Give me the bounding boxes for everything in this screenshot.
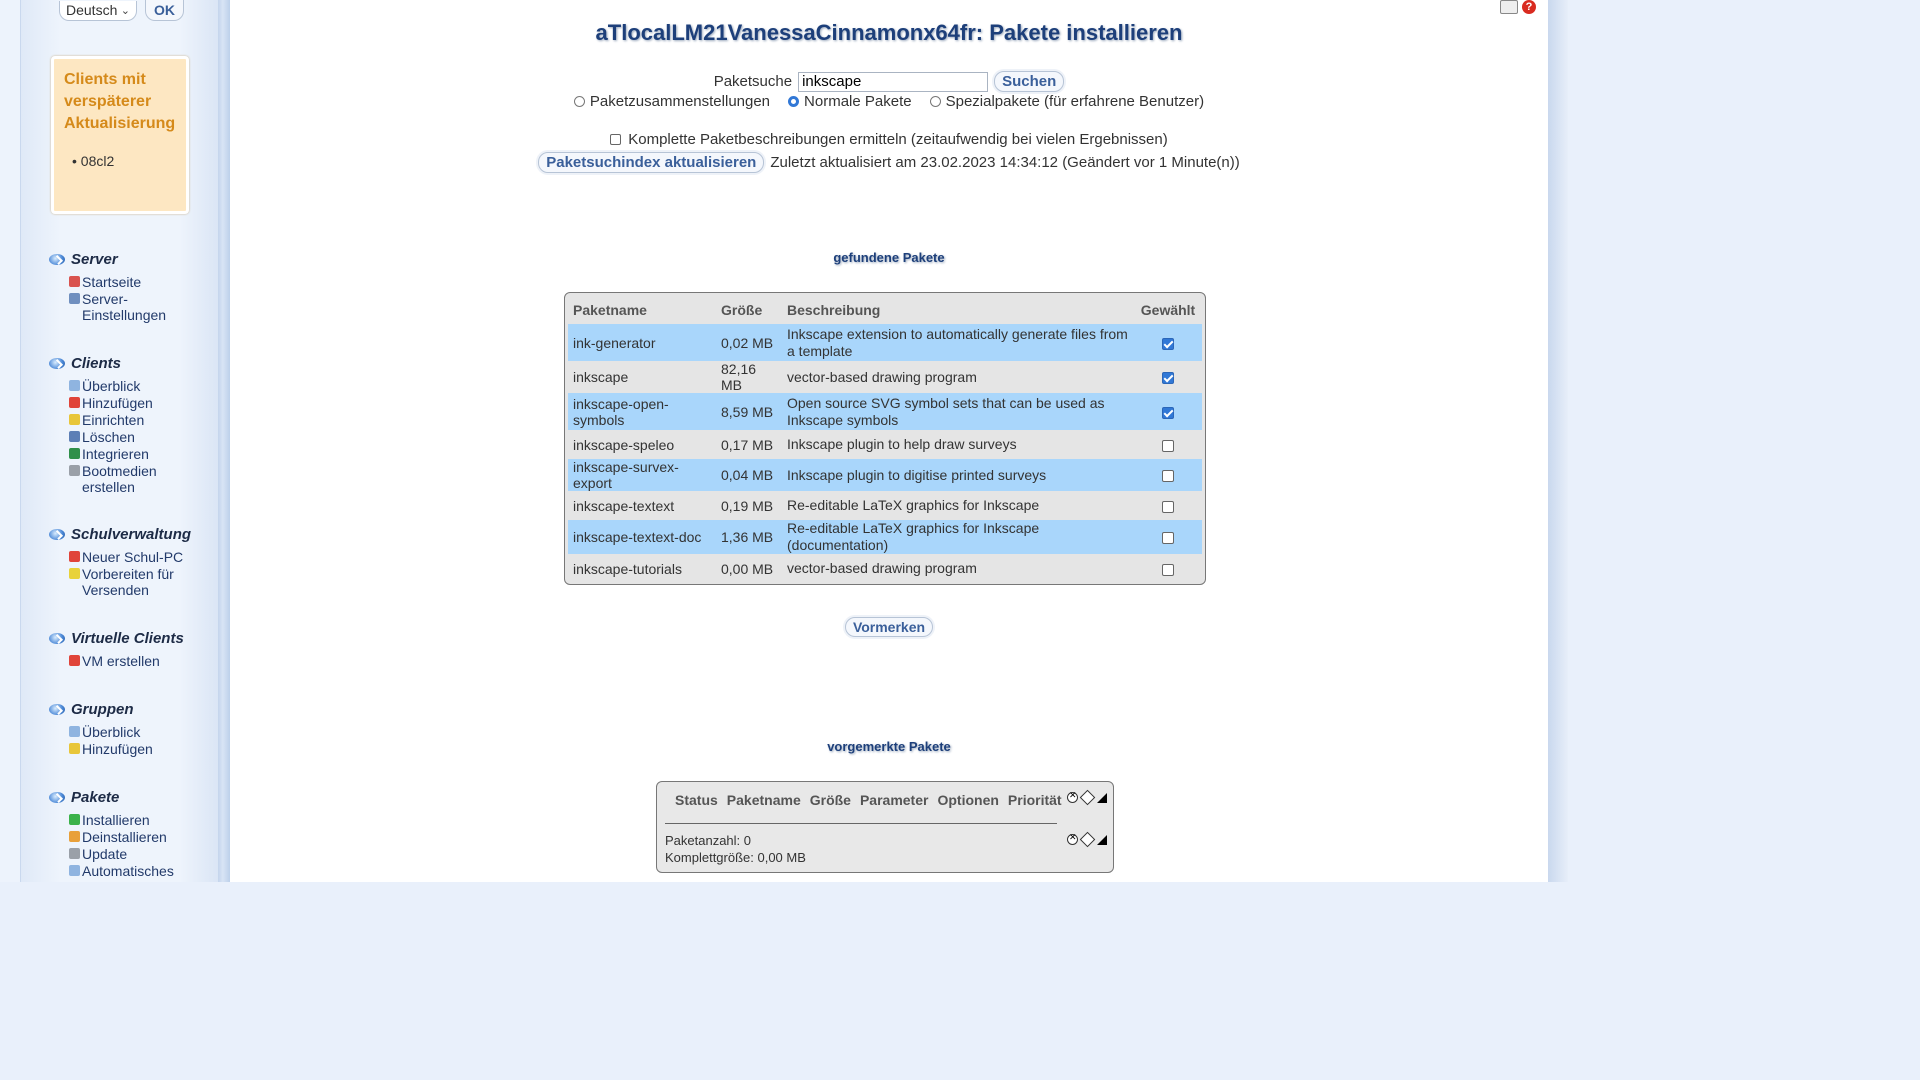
nav-section-heading[interactable] [49,526,192,543]
right-gutter [1548,0,1568,882]
nav-section-label: Virtuelle Clients [71,630,184,647]
package-selected-cell [1134,430,1202,459]
mark-button-wrap [230,617,1548,637]
sidebar-item-bootmedien-erstellen[interactable] [69,463,192,495]
nav-section-gruppen [49,701,192,758]
radio-normal-packages[interactable] [788,96,799,107]
package-size-cell: 0,19 MB [716,491,782,520]
queued-divider [665,823,1057,824]
section-bullet-icon [49,633,65,644]
package-select-checkbox[interactable] [1162,501,1174,513]
language-select-value: Deutsch [66,2,118,18]
magnifier-icon [69,380,80,391]
sidebar-item-label: Bootmedien erstellen [82,463,157,495]
sidebar-item-label: Überblick [82,724,141,740]
nav-items [69,274,192,323]
queued-column-status: Status [675,792,718,808]
package-size-cell: 0,02 MB [716,324,782,361]
nav-section-heading[interactable] [49,251,192,268]
column-header-size: Größe [721,301,763,318]
remove-all-icon[interactable] [1067,834,1078,845]
sidebar-item-einrichten[interactable] [69,412,192,428]
queued-columns [675,792,1062,808]
sidebar-item-label: Integrieren [82,446,149,462]
server-settings-icon [69,293,80,304]
table-row [568,491,1202,520]
nav-items [69,378,192,495]
found-packages-title: gefundene Pakete [833,250,945,265]
package-name-cell: inkscape-survex-export [568,459,716,491]
new-pc-icon [69,551,80,562]
corner-triangle-icon[interactable] [1097,835,1107,845]
add-icon [69,397,80,408]
sidebar-item-label: Update [82,846,128,862]
sidebar-item-label: Startseite [82,274,142,290]
package-description-cell: Inkscape plugin to digitise printed surveys [782,459,1134,491]
package-select-checkbox[interactable] [1162,338,1174,350]
package-size-cell: 0,04 MB [716,459,782,491]
section-bullet-icon [49,254,65,265]
package-description-cell: Inkscape extension to automatically generate files from a template [782,324,1134,361]
queued-column-parameter: Parameter [859,792,929,808]
radio-special-packages-label: Spezialpakete (für erfahrene Benutzer) [945,93,1205,110]
package-select-checkbox[interactable] [1162,407,1174,419]
nav-section-label: Server [71,251,118,268]
radio-normal-packages-label: Normale Pakete [804,93,912,110]
nav-section-virtuelle-clients [49,630,192,670]
sidebar-item-label: Vorbereiten für Versenden [82,566,174,598]
package-selected-cell [1134,554,1202,583]
remove-all-icon[interactable] [1067,792,1078,803]
package-select-checkbox[interactable] [1162,532,1174,544]
setup-icon [69,414,80,425]
package-size-cell: 8,59 MB [716,393,782,430]
column-header-selected: Gewählt [1140,301,1196,318]
package-selected-cell [1134,393,1202,430]
tool-icons [1500,0,1536,14]
package-name-cell: inkscape-textext [568,491,716,520]
install-icon [69,814,80,825]
search-row [230,71,1548,92]
nav-items [69,653,192,669]
package-selected-cell [1134,491,1202,520]
update-index-button[interactable]: Paketsuchindex aktualisieren [538,152,764,173]
queued-controls-top [1067,792,1107,803]
package-description-cell: Re-editable LaTeX graphics for Inkscape (documentation) [782,520,1134,554]
chevron-down-icon: ⌄ [120,4,130,17]
queued-packages-title: vorgemerkte Pakete [827,739,951,754]
sidebar-item-hinzufügen[interactable] [69,741,192,757]
radio-package-collections[interactable] [574,96,585,107]
sidebar-item-label: Deinstallieren [82,829,167,845]
sidebar-separator [218,0,230,882]
table-row [568,459,1202,491]
page-title: aTlocalLM21VanessaCinnamonx64fr: Pakete installieren [595,20,1183,45]
sidebar-item-überblick[interactable] [69,724,192,740]
table-row [568,520,1202,554]
delete-icon [69,431,80,442]
package-selected-cell [1134,520,1202,554]
sidebar-item-löschen[interactable] [69,429,192,445]
queued-packages-table [656,781,1114,873]
sidebar [20,0,219,882]
nav-section-heading[interactable] [49,701,192,718]
language-selector-row [59,0,184,21]
package-count: Paketanzahl: 0 [665,833,752,848]
table-row [568,393,1202,430]
package-selected-cell [1134,459,1202,491]
nav-section-pakete [49,789,192,880]
package-name-cell: inkscape-textext-doc [568,520,716,554]
package-name-cell: inkscape [568,361,716,393]
sidebar-item-server-einstellungen[interactable] [69,291,192,323]
table-row [568,430,1202,459]
uninstall-icon [69,831,80,842]
nav-items [69,724,192,757]
sidebar-item-label: Einrichten [82,412,145,428]
table-row [568,324,1202,361]
table-row [568,361,1202,393]
sidebar-item-vorbereiten-für-versenden[interactable] [69,566,192,598]
sidebar-item-label: Installieren [82,812,150,828]
language-select[interactable] [59,1,137,21]
language-ok-button[interactable]: OK [145,0,184,21]
corner-triangle-icon[interactable] [1097,793,1107,803]
diamond-icon[interactable] [1080,832,1096,848]
search-button[interactable]: Suchen [994,71,1064,92]
package-size-cell: 82,16 MB [716,361,782,393]
nav-section-label: Schulverwaltung [71,526,192,543]
package-size-cell: 1,36 MB [716,520,782,554]
package-type-options [230,93,1548,110]
package-selected-cell [1134,324,1202,361]
sidebar-item-neuer-schul-pc[interactable] [69,549,192,565]
nav-section-label: Gruppen [71,701,134,718]
mark-packages-button[interactable]: Vormerken [845,617,933,637]
column-header-name: Paketname [573,301,647,318]
late-update-client-item[interactable]: • 08cl2 [72,153,115,169]
late-update-clients-box [51,56,189,214]
printer-icon[interactable] [1500,0,1518,14]
package-name-cell: inkscape-tutorials [568,554,716,583]
magnifier-icon [69,726,80,737]
nav-section-heading[interactable] [49,355,192,372]
section-bullet-icon [49,704,65,715]
queued-column-priority: Priorität [1007,792,1062,808]
section-bullet-icon [49,358,65,369]
package-selected-cell [1134,361,1202,393]
sidebar-item-label: Hinzufügen [82,741,153,757]
sidebar-item-label: Löschen [82,429,135,445]
radio-package-collections-label: Paketzusammenstellungen [589,93,771,110]
full-description-checkbox[interactable] [610,134,621,145]
column-header-description: Beschreibung [787,301,881,318]
queued-controls-bottom [1067,834,1107,845]
package-select-checkbox[interactable] [1162,564,1174,576]
full-description-label: Komplette Paketbeschreibungen ermitteln (zeitaufwendig bei vielen Ergebnissen) [628,131,1168,148]
sidebar-item-label: Automatisches [82,863,174,879]
section-bullet-icon [49,529,65,540]
sidebar-item-label: Neuer Schul-PC [82,549,184,565]
sidebar-item-vm-erstellen[interactable] [69,653,192,669]
package-description-cell: vector-based drawing program [782,554,1134,583]
sidebar-item-label: Hinzufügen [82,395,153,411]
prepare-icon [69,568,80,579]
index-update-row [230,152,1548,173]
vm-icon [69,655,80,666]
section-bullet-icon [49,792,65,803]
last-updated-text: Zuletzt aktualisiert am 23.02.2023 14:34:12 (Geändert vor 1 Minute(n)) [770,154,1240,171]
package-select-checkbox[interactable] [1162,470,1174,482]
package-description-cell: Re-editable LaTeX graphics for Inkscape [782,491,1134,520]
late-update-title: Clients mit verspäterer Aktualisierung [64,71,176,132]
nav-section-server [49,251,192,324]
sidebar-item-integrieren[interactable] [69,446,192,462]
package-description-cell: Inkscape plugin to help draw surveys [782,430,1134,459]
nav-section-schulverwaltung [49,526,192,599]
nav-items [69,549,192,598]
table-row [568,554,1202,583]
nav-section-label: Pakete [71,789,120,806]
diamond-icon[interactable] [1080,790,1096,806]
package-description-cell: Open source SVG symbol sets that can be used as Inkscape symbols [782,393,1134,430]
radio-special-packages[interactable] [930,96,941,107]
nav-section-heading[interactable] [49,789,192,806]
nav-section-heading[interactable] [49,630,192,647]
sidebar-item-hinzufügen[interactable] [69,395,192,411]
bootmedia-icon [69,465,80,476]
sidebar-item-label: VM erstellen [82,653,160,669]
help-icon[interactable]: ? [1522,0,1536,14]
sidebar-item-deinstallieren[interactable] [69,829,192,845]
sidebar-item-automatisches[interactable] [69,863,192,879]
package-select-checkbox[interactable] [1162,440,1174,452]
integrate-icon [69,448,80,459]
queued-summary [665,832,806,866]
queued-column-size: Größe [809,792,851,808]
sidebar-item-label: Server-Einstellungen [82,291,167,323]
star-icon [69,743,80,754]
package-name-cell: inkscape-speleo [568,430,716,459]
sidebar-item-überblick[interactable] [69,378,192,394]
full-description-row [230,131,1548,148]
automatic-icon [69,865,80,876]
search-label: Paketsuche [713,73,793,90]
main-content [230,0,1548,882]
package-select-checkbox[interactable] [1162,372,1174,384]
search-input[interactable] [798,72,988,92]
home-icon [69,276,80,287]
package-size-cell: 0,00 MB [716,554,782,583]
package-name-cell: ink-generator [568,324,716,361]
nav-section-clients [49,355,192,496]
queued-column-options: Optionen [937,792,999,808]
package-size-cell: 0,17 MB [716,430,782,459]
queued-column-name: Paketname [726,792,801,808]
sidebar-item-label: Überblick [82,378,141,394]
sidebar-item-startseite[interactable] [69,274,192,290]
sidebar-item-update[interactable] [69,846,192,862]
nav-items [69,812,192,879]
update-icon [69,848,80,859]
sidebar-item-installieren[interactable] [69,812,192,828]
nav-section-label: Clients [71,355,122,372]
found-packages-table [564,292,1206,585]
package-description-cell: vector-based drawing program [782,361,1134,393]
total-size: Komplettgröße: 0,00 MB [665,850,806,865]
package-name-cell: inkscape-open-symbols [568,393,716,430]
left-strip [0,0,20,882]
